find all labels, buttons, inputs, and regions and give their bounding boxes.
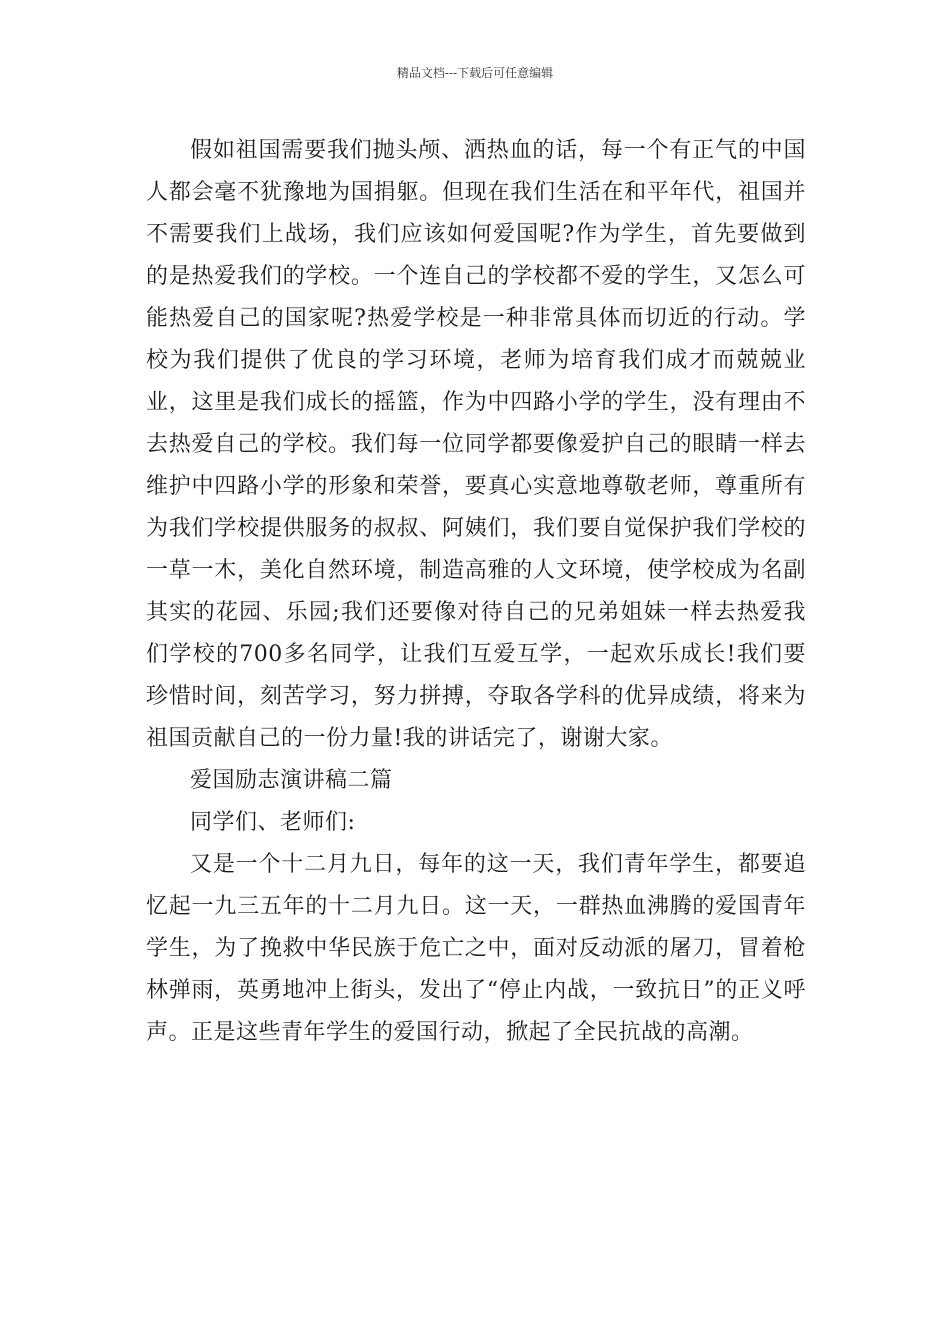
salutation: 同学们、老师们: <box>190 810 356 835</box>
section-title: 爱国励志演讲稿二篇 <box>190 768 393 793</box>
paragraph-speech-two: 又是一个十二月九日，每年的这一天，我们青年学生，都要追忆起一九三五年的十二月九日。这一天，一群热血沸腾的爱国青年学生，为了挽救中华民族于危亡之中，面对反动派的屠刀，冒着枪林弹雨，英勇地冲上街头，发出了“停止内战，一致抗日”的正义呼声。正是这些青年学生的爱国行动，掀起了全民抗战的高潮。 <box>146 852 806 1045</box>
document-body <box>146 130 806 1054</box>
paragraph-speech-one: 假如祖国需要我们抛头颅、洒热血的话，每一个有正气的中国人都会毫不犹豫地为国捐躯。但现在我们生活在和平年代，祖国并不需要我们上战场，我们应该如何爱国呢?作为学生，首先要做到的是热爱我们的学校。一个连自己的学校都不爱的学生，又怎么可能热爱自己的国家呢?热爱学校是一种非常具体而切近的行动。学校为我们提供了优良的学习环境，老师为培育我们成才而兢兢业业，这里是我们成长的摇篮，作为中四路小学的学生，没有理由不去热爱自己的学校。我们每一位同学都要像爱护自己的眼睛一样去维护中四路小学的形象和荣誉，要真心实意地尊敬老师，尊重所有为我们学校提供服务的叔叔、阿姨们，我们要自觉保护我们学校的一草一木，美化自然环境，制造高雅的人文环境，使学校成为名副其实的花园、乐园;我们还要像对待自己的兄弟姐妹一样去热爱我们学校的700多名同学，让我们互爱互学，一起欢乐成长!我们要珍惜时间，刻苦学习，努力拼搏，夺取各学科的优异成绩，将来为祖国贡献自己的一份力量!我的讲话完了，谢谢大家。 <box>146 138 806 751</box>
page-header: 精品文档---下载后可任意编辑 <box>396 66 554 80</box>
